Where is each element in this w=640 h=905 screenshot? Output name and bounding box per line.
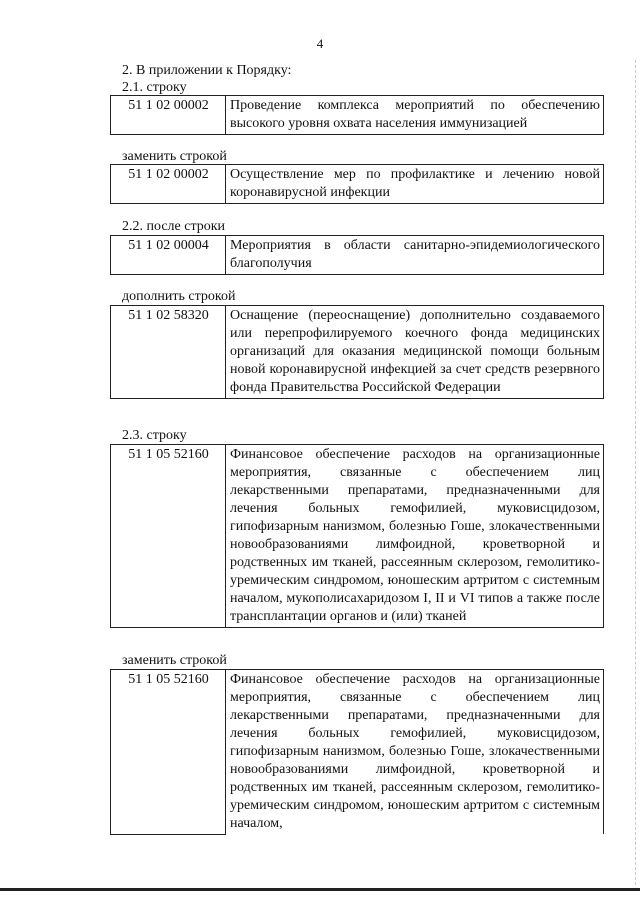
page-number: 4 xyxy=(316,36,324,51)
budget-code: 51 1 02 00002 xyxy=(111,165,226,204)
budget-description: Оснащение (переоснащение) дополнительно создаваемого или перепрофилируемого коечного фонда медицинских организаций для оказания медицинской помощи больным новой коронавирусной инфекцией за счет средств резервного фонда Правительства Российской Федерации xyxy=(226,306,604,399)
clause-label: 2.2. после строки xyxy=(122,219,226,234)
clause-label: 2.3. строку xyxy=(122,428,187,443)
table-row xyxy=(111,670,604,835)
budget-row-table xyxy=(110,164,604,204)
budget-row-table xyxy=(110,444,604,628)
budget-code: 51 1 02 00004 xyxy=(111,236,226,275)
table-row xyxy=(111,445,604,628)
section-heading: 2. В приложении к Порядку: xyxy=(122,63,292,78)
budget-code: 51 1 05 52160 xyxy=(111,670,226,835)
clause-label: заменить строкой xyxy=(122,149,227,164)
table-row xyxy=(111,306,604,399)
budget-row-table xyxy=(110,669,604,835)
table-row xyxy=(111,236,604,275)
budget-description: Мероприятия в области санитарно-эпидемиологического благополучия xyxy=(226,236,604,275)
scan-edge xyxy=(635,60,636,885)
budget-row-table xyxy=(110,235,604,275)
clause-label: дополнить строкой xyxy=(122,289,236,304)
budget-description: Финансовое обеспечение расходов на организационные мероприятия, связанные с обеспечением лиц лекарственными препаратами, предназначенными для лечения больных гемофилией, муковисцидозом, гипофизарным нанизмом, болезнью Гоше, злокачественными новообразованиями лимфоидной, кроветворной и родственных им тканей, рассеянным склерозом, гемолитико-уремическим синдромом, юношеским артритом с системным началом, мукополисахаридозом I, II и VI типов а также после трансплантации органов и (или) тканей xyxy=(226,445,604,628)
budget-code: 51 1 02 58320 xyxy=(111,306,226,399)
table-row xyxy=(111,96,604,135)
budget-description: Финансовое обеспечение расходов на организационные мероприятия, связанные с обеспечением лиц лекарственными препаратами, предназначенными для лечения больных гемофилией, муковисцидозом, гипофизарным нанизмом, болезнью Гоше, злокачественными новообразованиями лимфоидной, кроветворной и родственных им тканей, рассеянным склерозом, гемолитико-уремическим синдромом, юношеским артритом с системным началом, xyxy=(226,670,604,835)
budget-description: Проведение комплекса мероприятий по обеспечению высокого уровня охвата населения иммунизацией xyxy=(226,96,604,135)
budget-description: Осуществление мер по профилактике и лечению новой коронавирусной инфекции xyxy=(226,165,604,204)
table-row xyxy=(111,165,604,204)
page-bottom-rule xyxy=(0,888,640,891)
clause-label: заменить строкой xyxy=(122,653,227,668)
budget-code: 51 1 05 52160 xyxy=(111,445,226,628)
budget-row-table xyxy=(110,95,604,135)
budget-code: 51 1 02 00002 xyxy=(111,96,226,135)
budget-row-table xyxy=(110,305,604,399)
clause-label: 2.1. строку xyxy=(122,80,187,95)
